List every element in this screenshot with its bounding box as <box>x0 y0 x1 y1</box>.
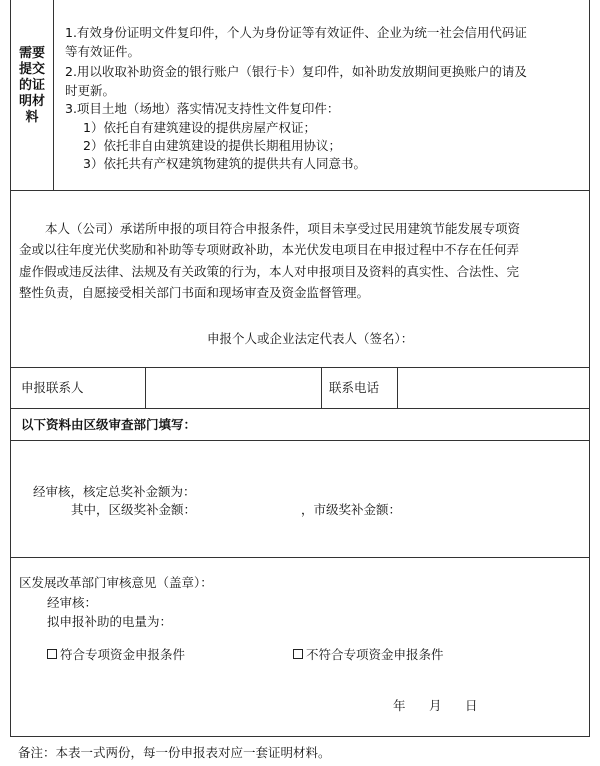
materials-line-3: 2.用以收取补助资金的银行账户（银行卡）复印件，如补助发放期间更换账户的请及 <box>65 64 527 79</box>
materials-line-7: 2）依托非自由建筑建设的提供长期租用协议； <box>83 138 341 153</box>
commitment-line-1: 本人（公司）承诺所申报的项目符合申报条件，项目未享受过民用建筑节能发展专项资 <box>45 221 521 236</box>
materials-row <box>11 0 589 191</box>
opinion-title: 区发展改革部门审核意见（盖章）： <box>19 575 213 590</box>
commitment-row <box>11 190 589 368</box>
date-year: 年 <box>393 698 406 713</box>
materials-line-6: 1）依托自有建筑建设的提供房屋产权证； <box>83 120 316 135</box>
checkbox-ineligible[interactable] <box>293 649 303 659</box>
application-form-table <box>10 0 590 737</box>
materials-line-5: 3.项目土地（场地）落实情况支持性文件复印件： <box>65 101 340 116</box>
contact-person-label: 申报联系人 <box>21 380 84 395</box>
opinion-line-1: 经审核： <box>47 595 98 610</box>
signature-label: 申报个人或企业法定代表人（签名）： <box>207 331 414 346</box>
review-header: 以下资料由区级审查部门填写： <box>21 417 197 432</box>
materials-side-label: 需要 提交 的证 明材 料 <box>18 46 45 125</box>
date-month: 月 <box>429 698 442 713</box>
commitment-line-4: 整性负责，自愿接受相关部门书面和现场审查及资金监督管理。 <box>19 285 370 300</box>
review-amount-row <box>11 440 589 558</box>
date-day: 日 <box>465 698 478 713</box>
materials-line-4: 时更新。 <box>65 83 116 98</box>
commitment-line-3: 虚作假或违反法律、法规及有关政策的行为，本人对申报项目及资料的真实性、合法性、完 <box>19 264 520 279</box>
footnote: 备注：本表一式两份，每一份申报表对应一套证明材料。 <box>18 745 331 760</box>
materials-line-8: 3）依托共有产权建筑物建筑的提供共有人同意书。 <box>83 156 366 171</box>
checkbox-eligible[interactable] <box>47 649 57 659</box>
contact-person-field[interactable] <box>147 367 319 408</box>
option-ineligible[interactable]: 不符合专项资金申报条件 <box>293 646 444 663</box>
commitment-line-2: 金或以往年度光伏奖励和补助等专项财政补助，本光伏发电项目在申报过程中不存在任何弄 <box>19 242 520 257</box>
materials-line-2: 等有效证件。 <box>65 44 141 59</box>
materials-line-1: 1.有效身份证明文件复印件，个人为身份证等有效证件、企业为统一社会信用代码证 <box>65 25 527 40</box>
city-amount-label: ，市级奖补金额： <box>301 502 402 517</box>
district-amount-label: 其中，区级奖补金额： <box>71 502 197 517</box>
opinion-row <box>11 557 589 736</box>
contact-phone-label: 联系电话 <box>329 380 380 395</box>
contact-phone-field[interactable] <box>399 367 587 408</box>
review-header-row <box>11 408 589 441</box>
total-amount-label: 经审核，核定总奖补金额为： <box>33 484 196 499</box>
opinion-line-2: 拟申报补助的电量为： <box>47 614 173 629</box>
contact-row <box>11 367 589 409</box>
option-eligible[interactable]: 符合专项资金申报条件 <box>47 646 185 663</box>
